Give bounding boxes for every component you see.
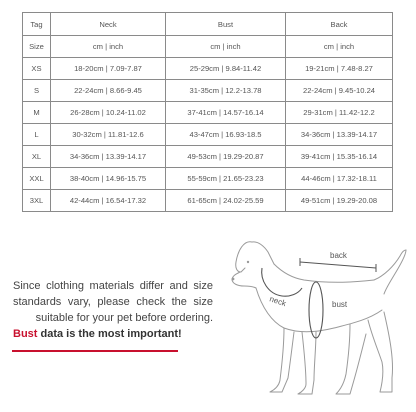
bust-cell: 61-65cm | 24.02-25.59	[166, 190, 286, 212]
units-neck: cm | inch	[51, 36, 166, 58]
table-row	[23, 80, 393, 102]
table-row	[23, 102, 393, 124]
bust-label: bust	[332, 300, 348, 309]
neck-cell: 34-36cm | 13.39-14.17	[51, 146, 166, 168]
units-back: cm | inch	[286, 36, 393, 58]
table-row	[23, 168, 393, 190]
header-bust: Bust	[166, 13, 286, 36]
units-size: Size	[23, 36, 51, 58]
back-cell: 39-41cm | 15.35-16.14	[286, 146, 393, 168]
bust-highlight: Bust	[13, 328, 38, 340]
neck-cell: 30-32cm | 11.81-12.6	[51, 124, 166, 146]
header-neck: Neck	[51, 13, 166, 36]
back-cell: 34-36cm | 13.39-14.17	[286, 124, 393, 146]
back-cell: 29-31cm | 11.42-12.2	[286, 102, 393, 124]
size-cell: L	[23, 124, 51, 146]
size-cell: 3XL	[23, 190, 51, 212]
note-line-3: suitable for your pet before ordering.	[35, 312, 213, 324]
bust-cell: 49-53cm | 19.29-20.87	[166, 146, 286, 168]
table-row	[23, 146, 393, 168]
bust-cell: 31-35cm | 12.2-13.78	[166, 80, 286, 102]
back-cell: 19-21cm | 7.48-8.27	[286, 58, 393, 80]
dog-measurement-diagram	[222, 228, 412, 406]
table-row	[23, 124, 393, 146]
bust-measure-loop	[309, 282, 323, 338]
size-cell: M	[23, 102, 51, 124]
bust-cell: 37-41cm | 14.57-16.14	[166, 102, 286, 124]
back-cell: 49-51cm | 19.29-20.08	[286, 190, 393, 212]
header-back: Back	[286, 13, 393, 36]
header-tag: Tag	[23, 13, 51, 36]
table-row	[23, 190, 393, 212]
table-header-row	[23, 13, 393, 36]
note-line-1: Since clothing materials differ and size	[13, 280, 213, 292]
size-cell: S	[23, 80, 51, 102]
size-cell: XS	[23, 58, 51, 80]
sizing-note	[13, 278, 213, 342]
neck-cell: 38-40cm | 14.96-15.75	[51, 168, 166, 190]
back-label: back	[330, 251, 347, 260]
size-cell: XXL	[23, 168, 51, 190]
size-chart-table	[22, 12, 393, 212]
back-measure-line	[300, 262, 376, 268]
back-cell: 44-46cm | 17.32-18.11	[286, 168, 393, 190]
neck-measure-line	[262, 268, 302, 296]
highlight-underline	[12, 350, 178, 352]
dog-outline	[232, 242, 406, 394]
note-line-2: standards vary, please check the size	[13, 296, 213, 308]
table-units-row	[23, 36, 393, 58]
bust-cell: 43-47cm | 16.93-18.5	[166, 124, 286, 146]
neck-cell: 42-44cm | 16.54-17.32	[51, 190, 166, 212]
note-line-4-rest: data is the most important!	[37, 328, 182, 340]
neck-cell: 26-28cm | 10.24-11.02	[51, 102, 166, 124]
neck-cell: 22-24cm | 8.66-9.45	[51, 80, 166, 102]
units-bust: cm | inch	[166, 36, 286, 58]
note-line-4	[13, 326, 213, 342]
bust-cell: 55-59cm | 21.65-23.23	[166, 168, 286, 190]
size-cell: XL	[23, 146, 51, 168]
back-cell: 22-24cm | 9.45-10.24	[286, 80, 393, 102]
table-row	[23, 58, 393, 80]
bust-cell: 25-29cm | 9.84-11.42	[166, 58, 286, 80]
neck-label: neck	[268, 294, 288, 309]
neck-cell: 18-20cm | 7.09-7.87	[51, 58, 166, 80]
